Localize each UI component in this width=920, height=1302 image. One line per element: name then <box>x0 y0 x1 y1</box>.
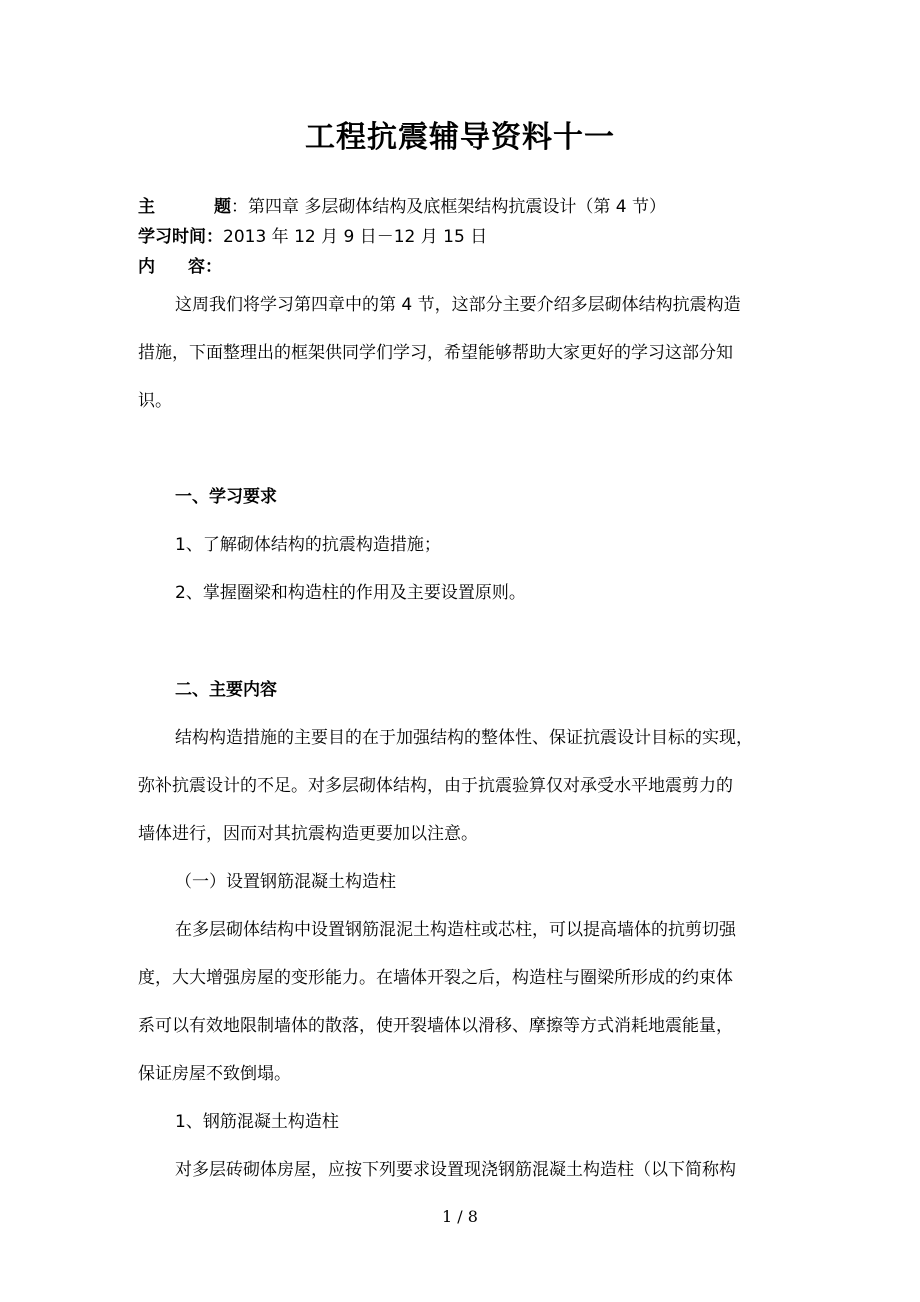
topic-value: 第四章 多层砌体结构及底框架结构抗震设计（第 4 节） <box>248 197 667 217</box>
topic-label: 主 题 <box>138 197 231 217</box>
topic-colon: ： <box>231 197 248 217</box>
document-title: 工程抗震辅导资料十一 <box>305 120 615 155</box>
study-time-row <box>138 227 487 247</box>
subsection-heading: 1、钢筋混凝土构造柱 <box>175 1112 339 1132</box>
paragraph-line: 在多层砌体结构中设置钢筋混泥土构造柱或芯柱，可以提高墙体的抗剪切强 <box>175 920 736 940</box>
requirement-item: 2、掌握圈梁和构造柱的作用及主要设置原则。 <box>175 583 526 603</box>
intro-line: 识。 <box>138 391 172 411</box>
section-heading: 二、主要内容 <box>175 680 277 700</box>
paragraph-line: 墙体进行，因而对其抗震构造更要加以注意。 <box>138 824 478 844</box>
paragraph-line: 对多层砖砌体房屋，应按下列要求设置现浇钢筋混凝土构造柱（以下简称构 <box>175 1160 736 1180</box>
paragraph-line: 保证房屋不致倒塌。 <box>138 1064 291 1084</box>
subsection-heading: （一）设置钢筋混凝土构造柱 <box>175 872 396 892</box>
paragraph-line: 度，大大增强房屋的变形能力。在墙体开裂之后，构造柱与圈梁所形成的约束体 <box>138 968 733 988</box>
page-number: 1 / 8 <box>442 1207 478 1226</box>
topic-row <box>138 197 666 217</box>
intro-line: 这周我们将学习第四章中的第 4 节，这部分主要介绍多层砌体结构抗震构造 <box>175 295 741 315</box>
paragraph-line: 弥补抗震设计的不足。对多层砌体结构，由于抗震验算仅对承受水平地震剪力的 <box>138 776 733 796</box>
study-time-label: 学习时间： <box>138 227 223 247</box>
content-row <box>138 257 222 277</box>
study-time-value: 2013 年 12 月 9 日－12 月 15 日 <box>223 227 488 247</box>
paragraph-line: 系可以有效地限制墙体的散落，使开裂墙体以滑移、摩擦等方式消耗地震能量， <box>138 1016 733 1036</box>
requirement-item: 1、了解砌体结构的抗震构造措施； <box>175 535 441 555</box>
section-heading: 一、学习要求 <box>175 487 277 507</box>
intro-line: 措施，下面整理出的框架供同学们学习，希望能够帮助大家更好的学习这部分知 <box>138 343 733 363</box>
content-label: 内 容： <box>138 257 222 277</box>
paragraph-line: 结构构造措施的主要目的在于加强结构的整体性、保证抗震设计目标的实现， <box>175 728 753 748</box>
